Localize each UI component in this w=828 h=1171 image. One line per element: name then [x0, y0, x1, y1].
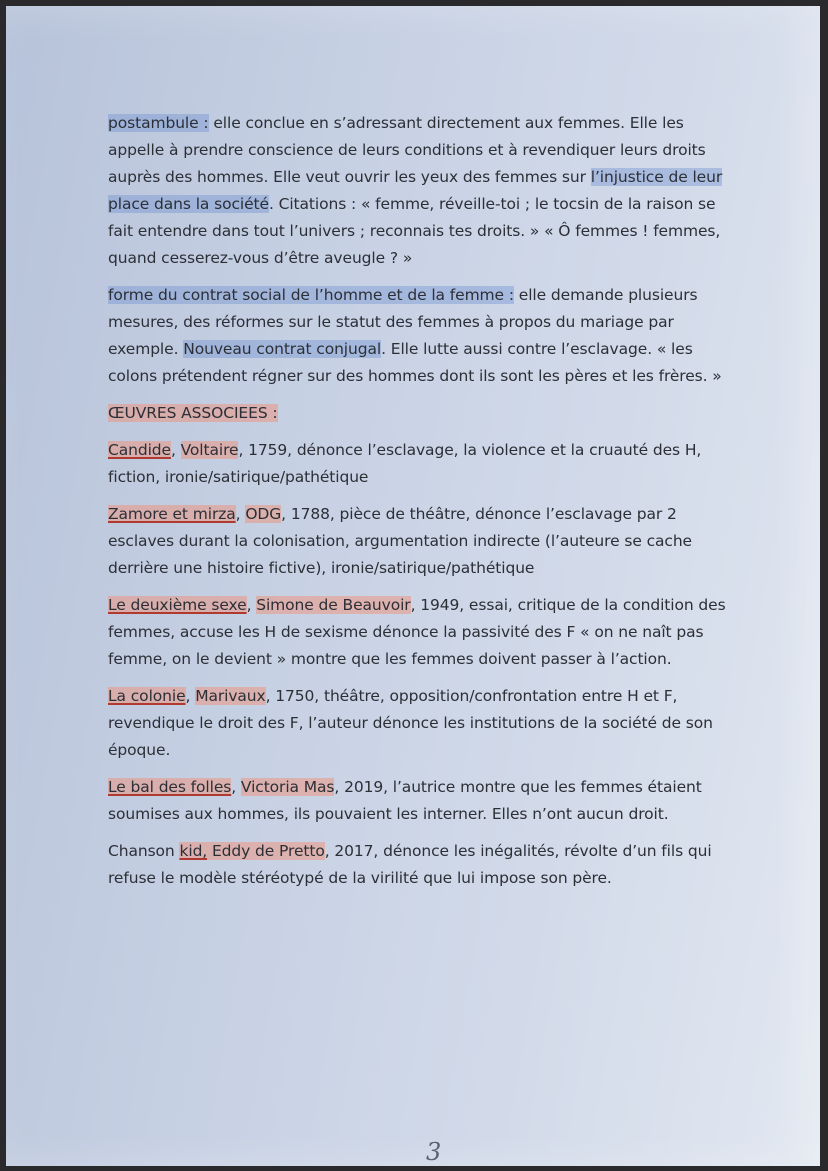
work-item [108, 683, 730, 764]
work-title: Zamore et mirza [108, 505, 236, 523]
paper-sheet [6, 6, 820, 1166]
work-author: Voltaire [180, 441, 239, 459]
document-body [108, 110, 730, 902]
work-item [108, 501, 730, 582]
work-description: , 1788, pièce de théâtre, dénonce l’esclavage par 2 esclaves durant la colonisation, argumentation indirecte (l’auteure se cache derrière une histoire fictive), ironie/satirique/pathétique [108, 505, 692, 577]
work-sep: , [185, 687, 196, 705]
section-heading-text: ŒUVRES ASSOCIEES : [108, 404, 278, 422]
work-sep: , [246, 596, 257, 614]
work-item [108, 437, 730, 491]
work-sep: , [231, 778, 241, 796]
work-author: ODG [245, 505, 282, 523]
forme-highlight: Nouveau contrat conjugal [183, 340, 382, 358]
work-author: Victoria Mas [240, 778, 335, 796]
forme-text-end: . Elle lutte aussi contre l’esclavage. « les colons prétendent régner sur des hommes dont ils sont les pères et les frères. » [108, 340, 722, 385]
postambule-paragraph [108, 110, 730, 272]
work-description: , 2019, l’autrice montre que les femmes étaient soumises aux hommes, ils pouvaient les interner. Elles n’ont aucun droit. [108, 778, 702, 823]
work-description: , 1759, dénonce l’esclavage, la violence et la cruauté des H, fiction, ironie/satirique/pathétique [108, 441, 702, 486]
chanson-description: , 2017, dénonce les inégalités, révolte d’un fils qui refuse le modèle stéréotypé de la virilité que lui impose son père. [108, 842, 712, 887]
forme-paragraph [108, 282, 730, 390]
postambule-citations: . Citations : « femme, réveille-toi ; le tocsin de la raison se fait entendre dans tout l’univers ; reconnais tes droits. » « Ô femmes ! femmes, quand cesserez-vous d’être aveugle ? » [108, 195, 721, 267]
chanson-title: kid, [179, 842, 208, 860]
work-author: Simone de Beauvoir [256, 596, 411, 614]
work-description: , 1750, théâtre, opposition/confrontation entre H et F, revendique le droit des F, l’auteur dénonce les institutions de la société de son époque. [108, 687, 713, 759]
chanson-prefix: Chanson [108, 842, 180, 860]
work-item [108, 774, 730, 828]
work-item [108, 592, 730, 673]
page-number: 3 [426, 1138, 442, 1166]
work-title: La colonie [108, 687, 186, 705]
forme-text: elle demande plusieurs mesures, des réformes sur le statut des femmes à propos du mariage par exemple. [108, 286, 698, 358]
postambule-term: postambule : [108, 114, 209, 132]
postambule-highlight: l’injustice de leur place dans la société [108, 168, 723, 213]
work-sep: , [170, 441, 181, 459]
postambule-text: elle conclue en s’adressant directement aux femmes. Elle les appelle à prendre conscience de leurs conditions et à revendiquer leurs droits auprès des hommes. Elle veut ouvrir les yeux des femmes sur [108, 114, 706, 186]
work-description: , 1949, essai, critique de la condition des femmes, accuse les H de sexisme dénonce la passivité des F « on ne naît pas femme, on le devient » montre que les femmes doivent passer à l’action. [108, 596, 726, 668]
forme-term: forme du contrat social de l’homme et de la femme : [108, 286, 514, 304]
work-sep: , [235, 505, 246, 523]
work-title: Candide [108, 441, 171, 459]
chanson-author: Eddy de Pretto [207, 842, 325, 860]
work-title: Le deuxième sexe [108, 596, 247, 614]
work-author: Marivaux [195, 687, 266, 705]
chanson-item [108, 838, 730, 892]
work-title: Le bal des folles [108, 778, 232, 796]
section-heading [108, 400, 730, 427]
